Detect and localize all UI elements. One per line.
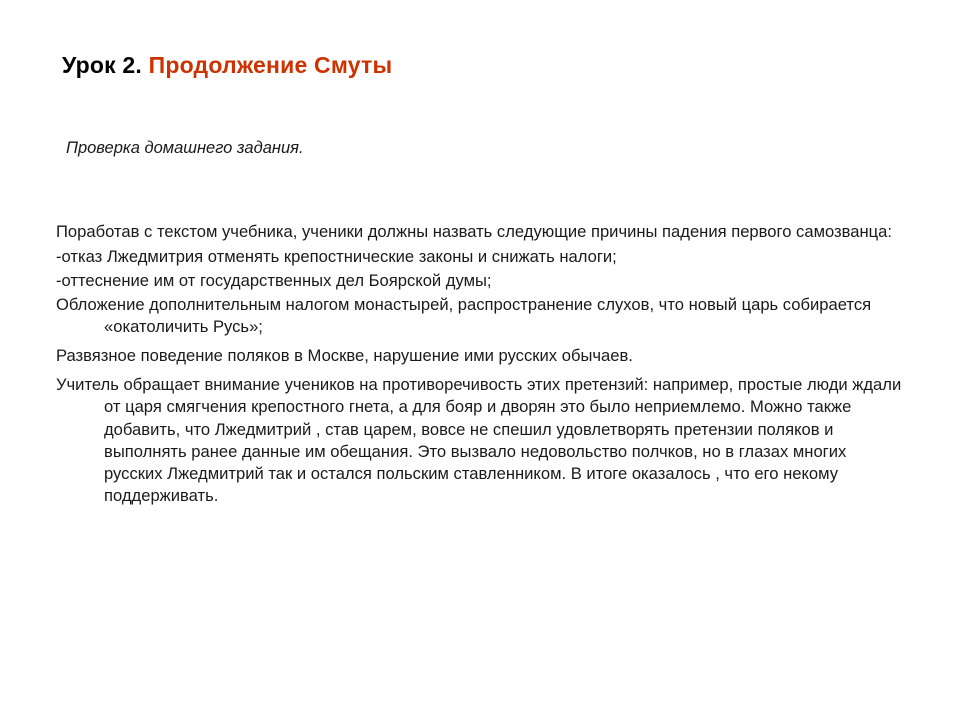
paragraph: Учитель обращает внимание учеников на противоречивость этих претензий: например, простые люди ждали от царя смягчения крепостного гнета, а для бояр и дворян это было неприемлемо. Можно также добавить, что Лжедмитрий , став царем, вовсе не спешил удовлетворять претензии поляков и выполнять ранее данные им обещания. Это вызвало недовольство полчков, но в глазах многих русских Лжедмитрий так и остался польским ставленником. В итоге оказалось , что его некому поддерживать.	[56, 375, 902, 505]
paragraph: Поработав с текстом учебника, ученики должны назвать следующие причины падения первого самозванца:	[56, 222, 892, 241]
paragraph: -оттеснение им от государственных дел Боярской думы;	[56, 271, 492, 291]
paragraph: -отказ Лжедмитрия отменять крепостнические законы и снижать налоги;	[56, 247, 617, 267]
page-title-accent: Продолжение Смуты	[148, 52, 393, 78]
subheading: Проверка домашнего задания.	[66, 139, 304, 157]
page-title-lesson: Урок 2.	[62, 52, 143, 78]
paragraph: Развязное поведение поляков в Москве, нарушение ими русских обычаев.	[56, 346, 633, 366]
paragraph: Обложение дополнительным налогом монастырей, распространение слухов, что новый царь собирается «окатоличить Русь»;	[56, 295, 872, 337]
body-text	[56, 221, 908, 510]
page-title	[62, 52, 912, 79]
